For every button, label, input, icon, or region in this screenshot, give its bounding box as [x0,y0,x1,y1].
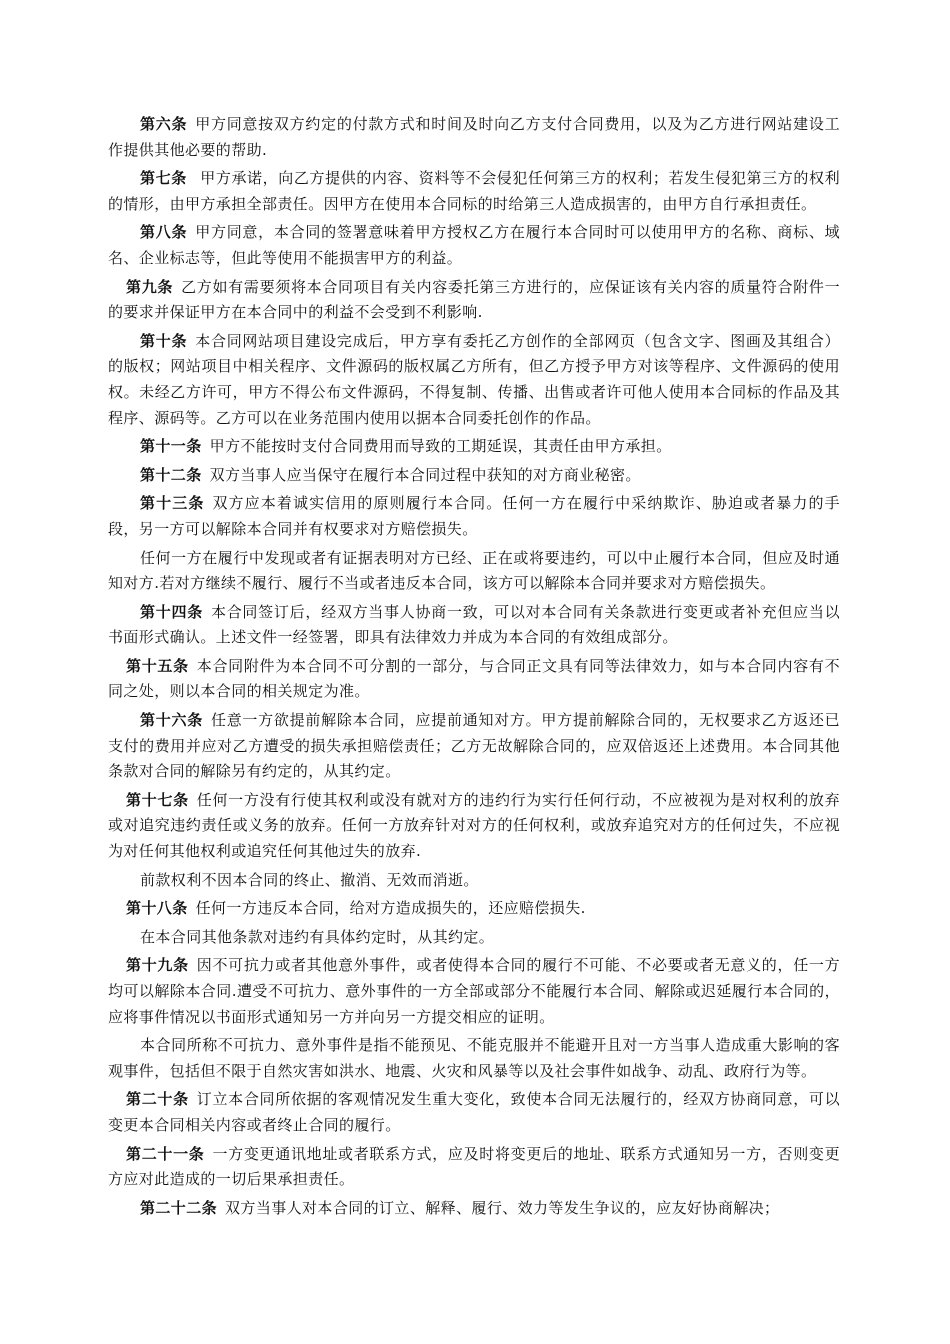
contract-clause [108,434,840,460]
contract-clause [108,166,840,217]
contract-clause [108,708,840,785]
clause-text: 任何一方没有行使其权利或没有就对方的违约行为实行任何行动，不应被视为是对权利的放弃或对追究违约责任或义务的放弃。任何一方放弃针对对方的任何权利，或放弃追究对方的任何过失，不应视为对任何其他权利或追究任何其他过失的放弃. [108,790,840,861]
contract-clause [108,112,840,163]
contract-clause [108,1142,840,1193]
clause-text: 甲方同意按双方约定的付款方式和时间及时向乙方支付合同费用，以及为乙方进行网站建设工作提供其他必要的帮助. [108,115,841,159]
clause-text: 在本合同其他条款对违约有具体约定时，从其约定。 [140,927,495,946]
contract-clause [108,275,840,326]
clause-text: 任意一方欲提前解除本合同，应提前通知对方。甲方提前解除合同的，无权要求乙方返还已支付的费用并应对乙方遭受的损失承担赔偿责任；乙方无故解除合同的，应双倍返还上述费用。本合同其他条款对合同的解除另有约定的，从其约定。 [108,711,840,781]
clause-text: 任何一方违反本合同，给对方造成损失的，还应赔偿损失. [195,899,586,918]
clause-heading: 第二十二条 [140,1198,218,1217]
clause-heading: 第八条 [140,223,188,242]
clause-text: 甲方同意，本合同的签署意味着甲方授权乙方在履行本合同时可以使用甲方的名称、商标、域名、企业标志等，但此等使用不能损害甲方的利益。 [108,223,841,267]
clause-heading: 第十七条 [126,790,189,809]
contract-clause [108,953,840,1030]
clause-heading: 第二十条 [126,1090,189,1109]
contract-clause [108,329,840,431]
clause-heading: 第十二条 [140,465,202,484]
clause-text: 本合同附件为本合同不可分割的一部分，与合同正文具有同等法律效力，如与本合同内容有不同之处，则以本合同的相关规定为准。 [108,656,840,701]
clause-heading: 第十四条 [140,602,203,621]
clause-heading: 第十九条 [126,956,189,975]
contract-clause [108,600,840,651]
contract-clause [108,868,840,894]
contract-clause [108,925,840,951]
clause-heading: 第十三条 [140,494,205,513]
contract-clause [108,491,840,542]
clause-text: 双方当事人应当保守在履行本合同过程中获知的对方商业秘密。 [209,465,641,484]
clause-text: 甲方承诺，向乙方提供的内容、资料等不会侵犯任何第三方的权利；若发生侵犯第三方的权利的情形，由甲方承担全部责任。因甲方在使用本合同标的时给第三人造成损害的，由甲方自行承担责任。 [108,169,841,213]
clause-heading: 第二十一条 [126,1144,205,1163]
clause-text: 因不可抗力或者其他意外事件，或者使得本合同的履行不可能、不必要或者无意义的，任一方均可以解除本合同.遭受不可抗力、意外事件的一方全部或部分不能履行本合同、解除或迟延履行本合同的，应将事件情况以书面形式通知另一方并向另一方提交相应的证明。 [108,956,840,1026]
contract-clause [108,896,840,922]
clause-text: 订立本合同所依据的客观情况发生重大变化，致使本合同无法履行的，经双方协商同意，可以变更本合同相关内容或者终止合同的履行。 [108,1090,840,1134]
clause-heading: 第十一条 [140,437,202,456]
clause-text: 双方应本着诚实信用的原则履行本合同。任何一方在履行中采纳欺诈、胁迫或者暴力的手段，另一方可以解除本合同并有权要求对方赔偿损失。 [108,494,840,538]
clause-text: 本合同签订后，经双方当事人协商一致，可以对本合同有关条款进行变更或者补充但应当以书面形式确认。上述文件一经签署，即具有法律效力并成为本合同的有效组成部分。 [108,602,840,647]
clause-text: 本合同所称不可抗力、意外事件是指不能预见、不能克服并不能避开且对一方当事人造成重大影响的客观事件，包括但不限于自然灾害如洪水、地震、火灾和风暴等以及社会事件如战争、动乱、政府行为等。 [108,1036,840,1080]
clause-text: 双方当事人对本合同的订立、解释、履行、效力等发生争议的，应友好协商解决； [225,1198,780,1217]
contract-clause [108,220,840,271]
clause-heading: 第七条 [140,169,187,188]
clause-heading: 第十八条 [126,899,188,918]
contract-clause [108,546,840,597]
contract-clause [108,654,840,705]
clause-text: 前款权利不因本合同的终止、撤消、无效而消逝。 [140,870,479,889]
contract-clause [108,1033,840,1084]
contract-clause [108,788,840,865]
clause-text: 本合同网站项目建设完成后，甲方享有委托乙方创作的全部网页（包含文字、图画及其组合）的版权；网站项目中相关程序、文件源码的版权属乙方所有，但乙方授予甲方对该等程序、文件源码的使用权。未经乙方许可，甲方不得公布文件源码，不得复制、传播、出售或者许可他人使用本合同标的作品及其程序、源码等。乙方可以在业务范围内使用以据本合同委托创作的作品。 [108,331,841,427]
contract-clause [108,1196,840,1222]
clause-heading: 第十条 [140,331,188,350]
contract-clause [108,463,840,489]
clause-text: 乙方如有需要须将本合同项目有关内容委托第三方进行的，应保证该有关内容的质量符合附件一的要求并保证甲方在本合同中的利益不会受到不利影响. [108,277,840,322]
clause-text: 任何一方在履行中发现或者有证据表明对方已经、正在或将要违约，可以中止履行本合同，但应及时通知对方.若对方继续不履行、履行不当或者违反本合同，该方可以解除本合同并要求对方赔偿损失。 [108,548,840,593]
clause-heading: 第六条 [140,115,188,133]
clause-text: 甲方不能按时支付合同费用而导致的工期延误，其责任由甲方承担。 [209,437,672,456]
clause-heading: 第十六条 [140,711,203,730]
clause-text: 一方变更通讯地址或者联系方式，应及时将变更后的地址、联系方式通知另一方，否则变更方应对此造成的一切后果承担责任。 [108,1144,840,1189]
clause-heading: 第九条 [126,277,174,296]
contract-page [108,112,840,1224]
contract-clause [108,1087,840,1138]
clause-heading: 第十五条 [126,656,189,675]
